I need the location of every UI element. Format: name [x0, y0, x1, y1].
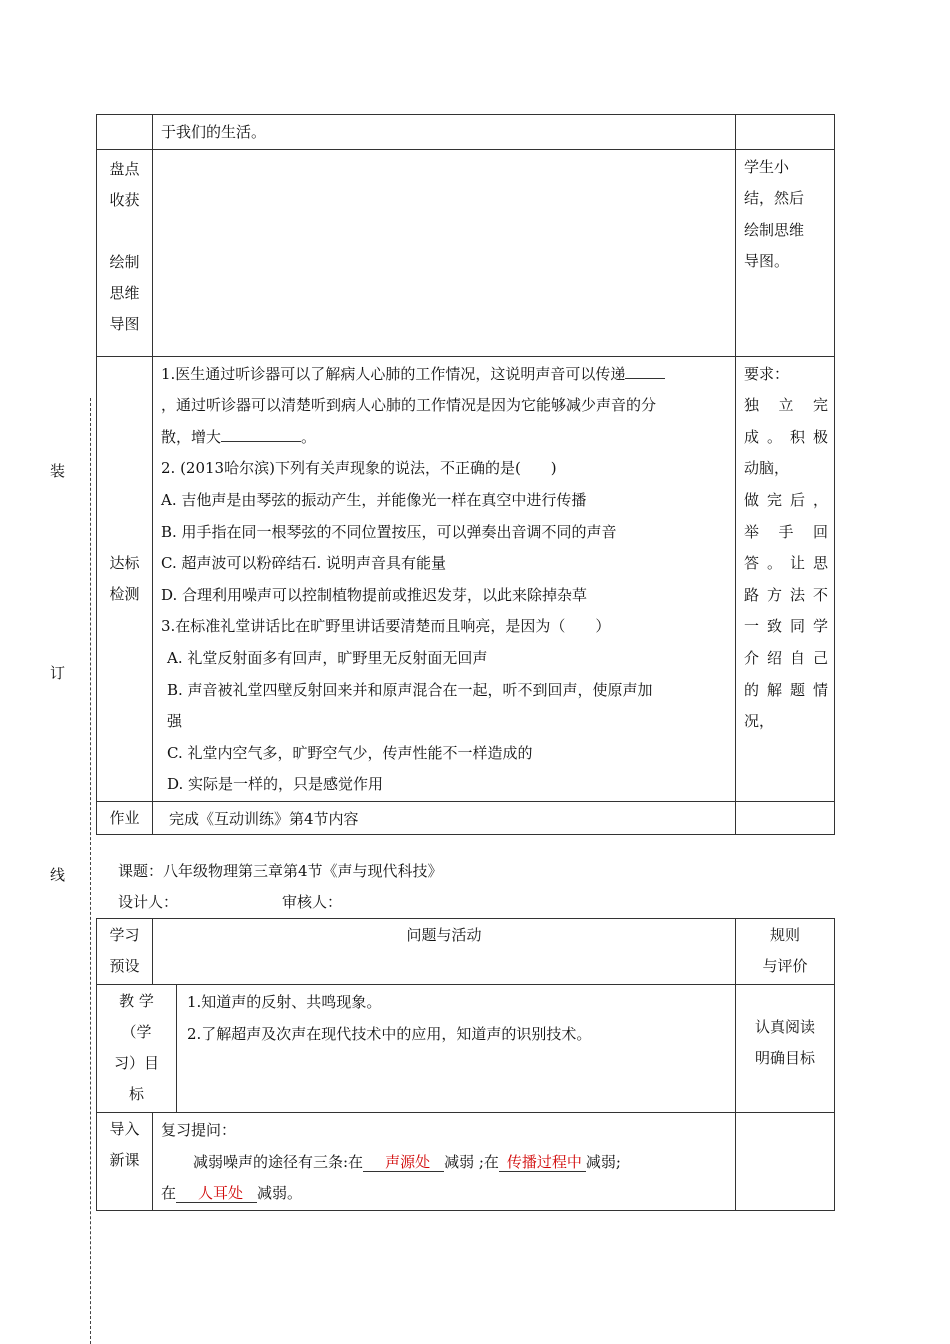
q2-stem: 2. (2013哈尔滨)下列有关声现象的说法，不正确的是( ): [161, 459, 557, 478]
label-line: [97, 216, 152, 247]
q1-line-a: 1.医生通过听诊器可以了解病人心肺的工作情况，这说明声音可以传递: [161, 359, 729, 391]
table-row: [97, 1113, 835, 1211]
empty-cell: [736, 1113, 835, 1211]
table-row: [97, 985, 835, 1113]
label-line: 习）目: [113, 1054, 159, 1072]
review-table: [96, 114, 835, 835]
req-line: 动脑，: [744, 459, 790, 478]
label-line: 标: [128, 1085, 144, 1103]
req-line: 要求：: [744, 364, 790, 383]
test-label-cell: [97, 356, 153, 801]
life-text: 于我们的生活。: [161, 123, 267, 141]
lesson-table: [96, 918, 835, 1211]
req-line: 成。积极: [744, 427, 828, 446]
header-line: 与评价: [762, 957, 808, 975]
header-activity: 问题与活动: [153, 919, 736, 985]
intro-cell: [153, 1113, 736, 1211]
life-text-cell: [153, 115, 736, 150]
q2-option-c: C. 超声波可以粉碎结石. 说明声音具有能量: [161, 554, 447, 573]
req-line: 做完后，: [744, 490, 828, 509]
intro-label-cell: [97, 1113, 153, 1211]
homework-label: 作业: [97, 801, 153, 834]
req-line: 况，: [744, 712, 775, 731]
req-line: 学生小: [744, 157, 790, 176]
table-row: [97, 356, 835, 801]
q1-line-c: 散，增大 。: [161, 427, 317, 446]
reviewer-label: 审核人：: [282, 893, 343, 911]
answer-source: 声源处: [363, 1153, 444, 1172]
req-line: 一致同学: [744, 617, 828, 636]
answer-ear: 人耳处: [176, 1184, 257, 1203]
table-row: [97, 919, 835, 985]
q2-option-b: B. 用手指在同一根琴弦的不同位置按压，可以弹奏出音调不同的声音: [161, 522, 617, 541]
req-line: 明确目标: [755, 1049, 816, 1067]
q3-option-b-cont: 强: [167, 712, 183, 731]
goals-label-cell: [97, 985, 177, 1113]
binding-char-xian: 线: [50, 866, 66, 884]
summary-label-cell: [97, 149, 153, 356]
table-row: [97, 115, 835, 150]
q1-line-b: ，通过听诊器可以清楚听到病人心肺的工作情况是因为它能够减少声音的分: [161, 396, 657, 415]
req-line: 的解题情: [744, 680, 828, 699]
intro-prompt: 复习提问：: [161, 1121, 237, 1139]
label-line: 思维: [109, 283, 140, 302]
binding-char-zhuang: 装: [50, 462, 66, 480]
label-line: 导入: [109, 1120, 140, 1138]
header-line: 学习: [109, 926, 140, 944]
header-rules-cell: [736, 919, 835, 985]
test-requirement-cell: [736, 356, 835, 801]
intro-line-2: 减弱噪声的途径有三条:在 声源处 减弱 ;在 传播过程中 减弱;: [193, 1152, 621, 1171]
q3-stem: 3.在标准礼堂讲话比在旷野里讲话要清楚而且响亮，是因为（ ）: [161, 617, 611, 636]
label-line: 达标: [109, 553, 140, 572]
table-row: [97, 149, 835, 356]
table-row: [97, 801, 835, 834]
label-line: 收获: [109, 190, 140, 209]
empty-cell: [736, 115, 835, 150]
req-line: 结，然后: [744, 189, 805, 208]
mind-map-area: [153, 149, 736, 356]
label-line: 导图: [109, 314, 140, 333]
label-line: 新课: [109, 1151, 140, 1169]
req-line: 绘制思维: [744, 220, 805, 239]
label-line: 绘制: [109, 252, 140, 271]
answer-path: 传播过程中: [499, 1153, 586, 1172]
summary-requirement-cell: [736, 149, 835, 356]
lesson-title: 课题：八年级物理第三章第4节《声与现代科技》: [118, 862, 443, 880]
req-line: 介绍自己: [744, 648, 828, 667]
binding-char-ding: 订: [50, 664, 66, 682]
designer-label: 设计人：: [118, 893, 179, 911]
label-line: 检测: [109, 584, 140, 603]
header-line: 规则: [770, 926, 801, 944]
q2-option-d: D. 合理利用噪声可以控制植物提前或推迟发芽，以此来除掉杂草: [161, 585, 588, 604]
q3-option-b: B. 声音被礼堂四壁反射回来并和原声混合在一起，听不到回声，使原声加: [167, 680, 653, 699]
goal-item: 2.了解超声及次声在现代技术中的应用，知道声的识别技术。: [187, 1024, 592, 1043]
label-line: （学: [121, 1023, 152, 1041]
req-line: 路方法不: [744, 585, 828, 604]
req-line: 认真阅读: [755, 1018, 816, 1036]
q3-option-d: D. 实际是一样的，只是感觉作用: [167, 775, 384, 794]
req-line: 导图。: [744, 252, 790, 271]
q3-option-c: C. 礼堂内空气多，旷野空气少，传声性能不一样造成的: [167, 743, 533, 762]
test-questions-cell: [153, 356, 736, 801]
binding-dashed-line: [90, 398, 91, 1344]
req-line: 答。让思: [744, 554, 828, 573]
empty-cell: [736, 801, 835, 834]
intro-line-3: 在 人耳处 减弱。: [161, 1184, 303, 1203]
goals-cell: [177, 985, 736, 1113]
label-line: 盘点: [109, 159, 140, 178]
goal-item: 1.知道声的反射、共鸣现象。: [187, 993, 382, 1011]
q3-option-a: A. 礼堂反射面多有回声，旷野里无反射面无回声: [167, 648, 488, 667]
q2-option-a: A. 吉他声是由琴弦的振动产生，并能像光一样在真空中进行传播: [161, 490, 587, 509]
header-line: 预设: [109, 957, 140, 975]
homework-text: 完成《互动训练》第4节内容: [153, 801, 736, 834]
empty-cell: [97, 115, 153, 150]
goals-requirement-cell: [736, 985, 835, 1113]
header-preset-cell: [97, 919, 153, 985]
req-line: 举手回: [744, 522, 828, 541]
req-line: 独立完: [744, 396, 828, 415]
label-line: 教 学: [119, 992, 154, 1010]
